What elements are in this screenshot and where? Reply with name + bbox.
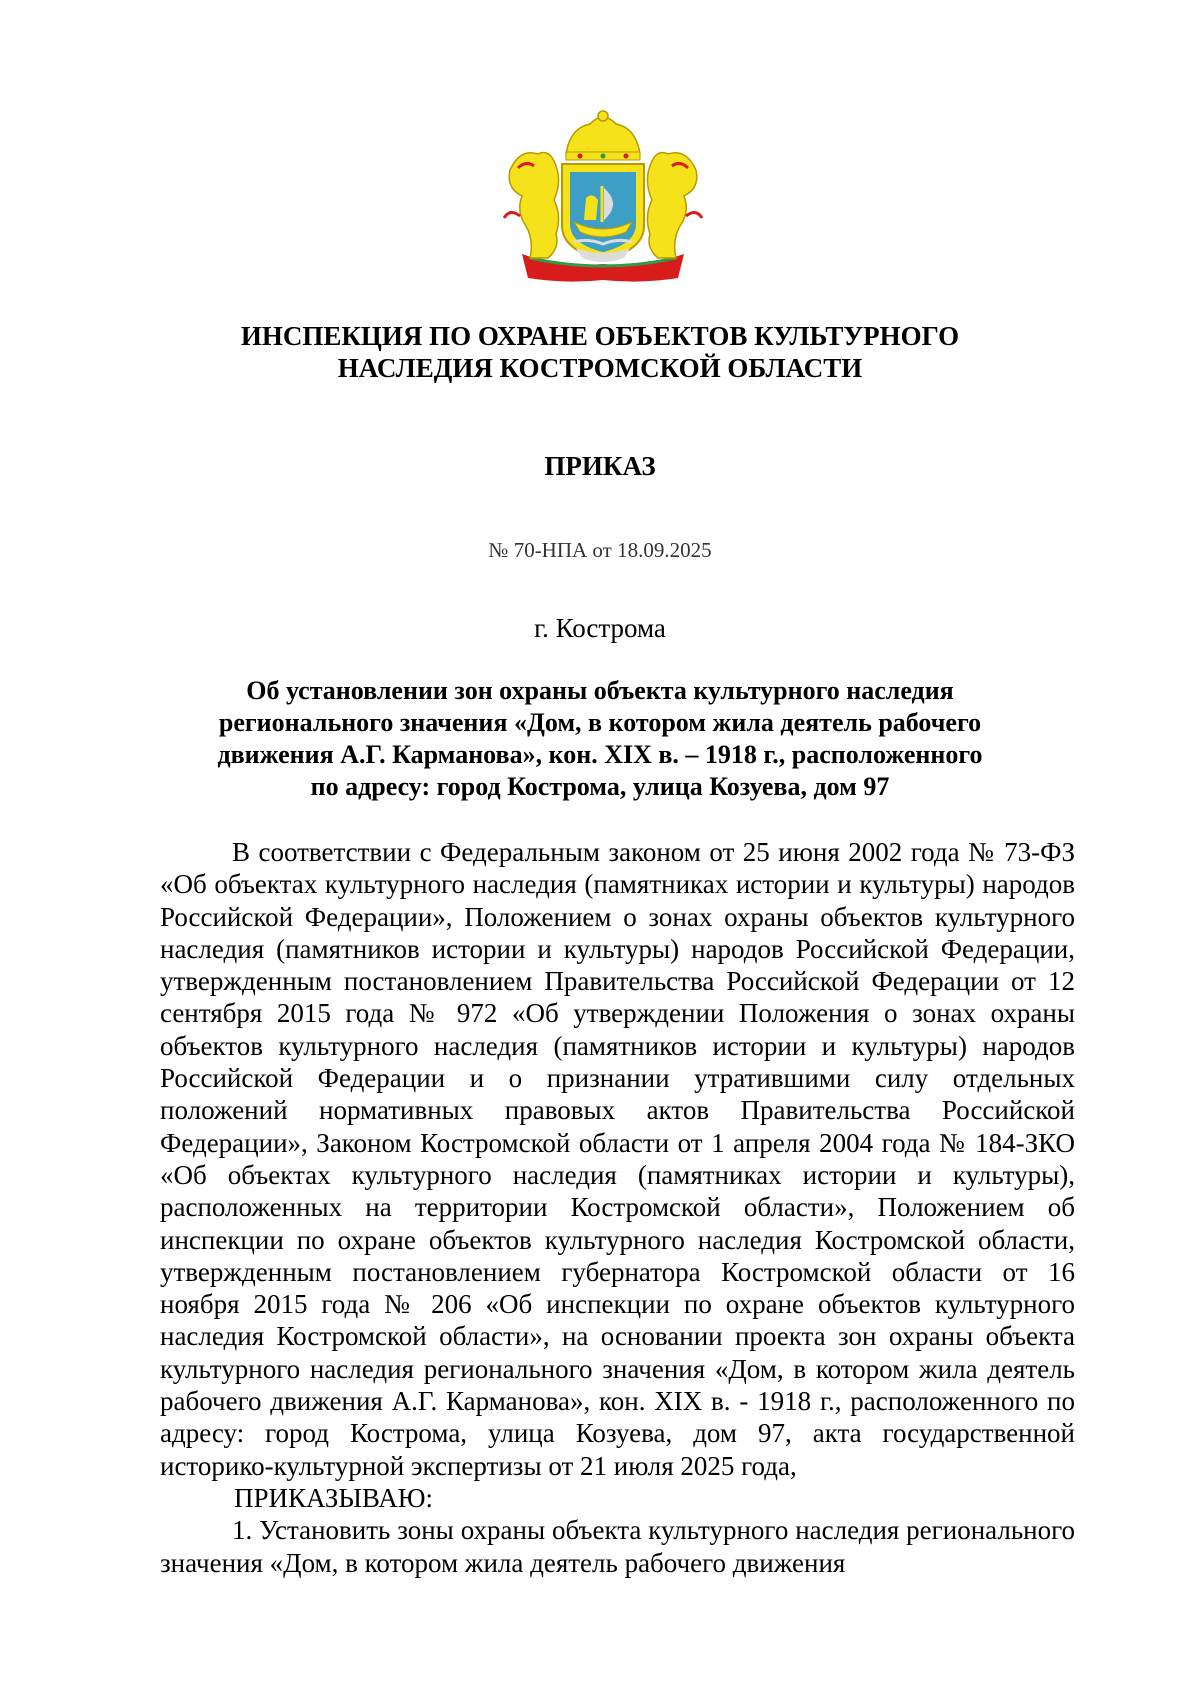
- document-type: ПРИКАЗ: [544, 451, 656, 481]
- subject-line2: регионального значения «Дом, в котором жила деятель рабочего: [218, 708, 982, 737]
- document-subject: [160, 675, 1040, 803]
- coat-of-arms-icon: [500, 108, 706, 288]
- preamble-paragraph: В соответствии с Федеральным законом от 25 июня 2002 года № 73-ФЗ «Об объектах культурного наследия (памятниках истории и культуры) народов Российской Федерации», Положением о зонах охраны объектов культурного наследия (памятников истории и культуры) народов Российской Федерации, утвержденным постановлением Правительства Российской Федерации от 12 сентября 2015 года № 972 «Об утверждении Положения о зонах охраны объектов культурного наследия (памятников истории и культуры) народов Российской Федерации и о признании утратившими силу отдельных положений нормативных правовых актов Правительства Российской Федерации», Законом Костромской области от 1 апреля 2004 года № 184-ЗКО «Об объектах культурного наследия (памятниках истории и культуры), расположенных на территории Костромской области», Положением об инспекции по охране объектов культурного наследия Костромской области, утвержденным постановлением губернатора Костромской области от 16 ноября 2015 года № 206 «Об инспекции по охране объектов культурного наследия Костромской области», на основании проекта зон охраны объекта культурного наследия регионального значения «Дом, в котором жила деятель рабочего движения А.Г. Карманова», кон. XIX в. - 1918 г., расположенного по адресу: город Кострома, улица Козуева, дом 97, акта государственной историко-культурной экспертизы от 21 июля 2025 года,: [160, 837, 1075, 1481]
- subject-line3: движения А.Г. Карманова», кон. XIX в. – 1918 г., расположенного: [217, 740, 983, 769]
- order-item-1: 1. Установить зоны охраны объекта культурного наследия регионального значения «Дом, в котором жила деятель рабочего движения: [160, 1515, 1075, 1578]
- subject-line1: Об установлении зон охраны объекта культурного наследия: [246, 676, 954, 705]
- document-number: № 70-НПА от 18.09.2025: [488, 538, 712, 562]
- document-body: [160, 836, 1075, 1579]
- order-word: ПРИКАЗЫВАЮ:: [234, 1482, 433, 1513]
- organization-title: [100, 320, 1100, 384]
- organization-title-line1: ИНСПЕКЦИЯ ПО ОХРАНЕ ОБЪЕКТОВ КУЛЬТУРНОГО: [240, 321, 960, 351]
- subject-line4: по адресу: город Кострома, улица Козуева, дом 97: [310, 772, 890, 801]
- document-city: г. Кострома: [534, 613, 666, 643]
- organization-title-line2: НАСЛЕДИЯ КОСТРОМСКОЙ ОБЛАСТИ: [337, 353, 863, 383]
